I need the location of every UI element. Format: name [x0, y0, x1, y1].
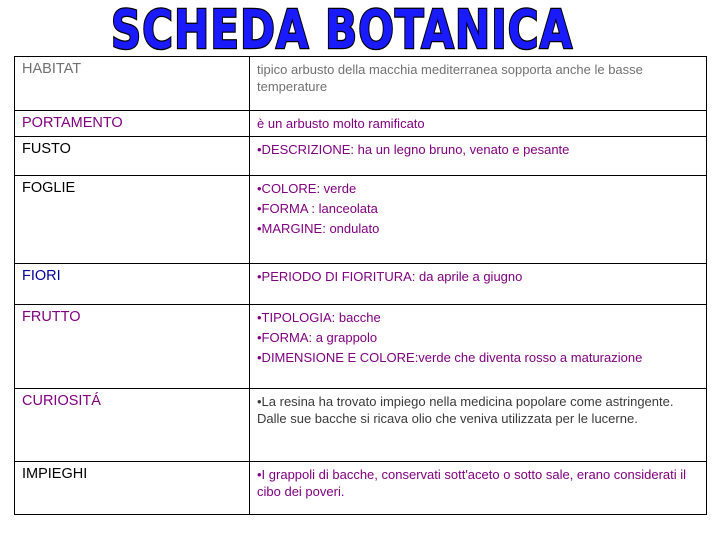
row-value	[250, 137, 707, 176]
row-label: IMPIEGHI	[15, 462, 250, 515]
table-row	[15, 389, 707, 462]
row-label: FOGLIE	[15, 176, 250, 264]
row-value-line: •DIMENSIONE E COLORE:verde che diventa rosso a maturazione	[257, 350, 643, 365]
row-value	[250, 389, 707, 462]
row-value-line: •FORMA: a grappolo	[257, 330, 378, 345]
row-value-line: tipico arbusto della macchia mediterranea sopporta anche le basse temperature	[257, 62, 643, 94]
row-value-line: •TIPOLOGIA: bacche	[257, 310, 381, 325]
row-value	[250, 305, 707, 389]
row-value	[250, 57, 707, 111]
row-value-line: •DESCRIZIONE: ha un legno bruno, venato e pesante	[257, 142, 570, 157]
row-value-line: •COLORE: verde	[257, 181, 357, 196]
row-value-line: •FORMA : lanceolata	[257, 201, 378, 216]
row-value-line: •PERIODO DI FIORITURA: da aprile a giugno	[257, 269, 523, 284]
row-value-line: •I grappoli di bacche, conservati sott'aceto o sotto sale, erano considerati il cibo dei poveri.	[257, 467, 687, 499]
table-row	[15, 111, 707, 137]
row-value	[250, 264, 707, 305]
row-label: FUSTO	[15, 137, 250, 176]
row-label: FRUTTO	[15, 305, 250, 389]
row-label: CURIOSITÁ	[15, 389, 250, 462]
row-value-line: è un arbusto molto ramificato	[257, 116, 425, 131]
row-value	[250, 111, 707, 137]
page-title-text: SCHEDA BOTANICA	[110, 0, 574, 58]
table-row	[15, 137, 707, 176]
table-row	[15, 462, 707, 515]
row-value-line: •La resina ha trovato impiego nella medicina popolare come astringente. Dalle sue bacche si ricava olio che veniva utilizzata per le lucerne.	[257, 394, 674, 426]
page-title-banner	[0, 0, 720, 58]
table-row	[15, 176, 707, 264]
table-row	[15, 57, 707, 111]
table-row	[15, 264, 707, 305]
row-label: FIORI	[15, 264, 250, 305]
row-label: PORTAMENTO	[15, 111, 250, 137]
row-label: HABITAT	[15, 57, 250, 111]
table-row	[15, 305, 707, 389]
botanical-sheet-table	[14, 56, 707, 515]
row-value-line: •MARGINE: ondulato	[257, 221, 380, 236]
row-value	[250, 176, 707, 264]
page-title	[0, 0, 720, 58]
row-value	[250, 462, 707, 515]
